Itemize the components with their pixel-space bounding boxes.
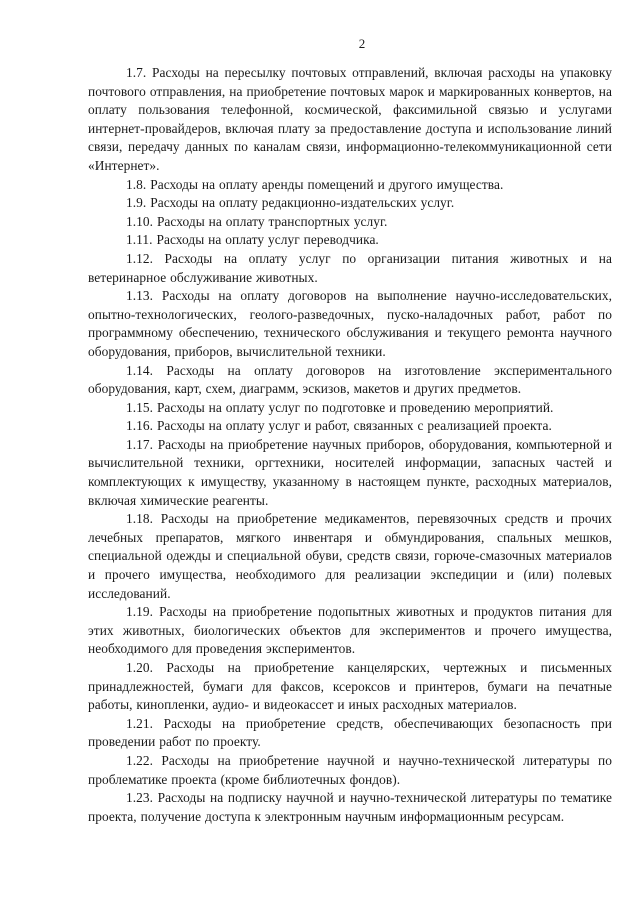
paragraph-number: 1.21.	[126, 715, 154, 731]
paragraph-text: Расходы на оплату услуг переводчика.	[156, 232, 379, 248]
paragraph-1-23	[88, 789, 612, 826]
paragraph-text: Расходы на оплату услуг по подготовке и проведению мероприятий.	[156, 399, 554, 415]
paragraph-1-14	[88, 362, 612, 399]
paragraph-text: Расходы на приобретение медикаментов, перевязочных средств и прочих лечебных препаратов, мягкого инвентаря и обмундирования, спальных мешков, специальной одежды и специальной обуви, средств связи, горюче-смазочных материалов и прочего имущества, необходимого для реализации экспедиции и (или) полевых исследований.	[88, 511, 613, 601]
paragraph-text: Расходы на приобретение научных приборов, оборудования, компьютерной и вычислительной техники, оргтехники, носителей информации, запасных частей и комплектующих к имуществу, указанному в настоящем пункте, расходных материалов, включая химические реагенты.	[88, 436, 612, 508]
paragraph-1-17	[88, 436, 612, 510]
paragraph-1-10	[88, 213, 612, 232]
paragraph-text: Расходы на оплату транспортных услуг.	[156, 213, 388, 229]
paragraph-number: 1.12.	[126, 250, 154, 266]
paragraph-1-19	[88, 603, 612, 659]
paragraph-text: Расходы на оплату редакционно-издательских услуг.	[150, 195, 455, 211]
paragraph-1-9	[88, 194, 612, 213]
paragraph-text: Расходы на приобретение средств, обеспечивающих безопасность при проведении работ по проекту.	[88, 715, 612, 750]
paragraph-text: Расходы на приобретение научной и научно-технической литературы по проблематике проекта (кроме библиотечных фондов).	[88, 752, 612, 787]
paragraph-number: 1.14.	[126, 362, 154, 378]
paragraph-text: Расходы на пересылку почтовых отправлений, включая расходы на упаковку почтового отправления, на приобретение почтовых марок и маркированных конвертов, на оплату пользования телефонной, космической, факсимильной связью и услугами интернет-провайдеров, включая плату за предоставление доступа и использование линий связи, передачу данных по каналам связи, информационно-телекоммуникационной сети «Интернет».	[88, 65, 612, 173]
paragraph-1-13	[88, 287, 612, 361]
paragraph-number: 1.11.	[126, 232, 153, 248]
paragraph-text: Расходы на приобретение подопытных животных и продуктов питания для этих животных, биологических объектов для экспериментов и прочего имущества, необходимого для проведения экспериментов.	[88, 604, 612, 657]
paragraph-1-11	[88, 231, 612, 250]
paragraph-1-22	[88, 752, 612, 789]
paragraph-number: 1.15.	[126, 399, 154, 415]
paragraph-number: 1.16.	[126, 418, 154, 434]
paragraph-text: Расходы на оплату договоров на выполнение научно-исследовательских, опытно-технологических, геолого-разведочных, пуско-наладочных работ, работ по программному обеспечению, технического обслуживания и текущего ремонта научного оборудования, приборов, вычислительной техники.	[88, 288, 613, 359]
paragraph-1-21	[88, 715, 612, 752]
paragraph-number: 1.10.	[126, 213, 154, 229]
paragraph-1-12	[88, 250, 612, 287]
paragraph-number: 1.18.	[126, 511, 154, 527]
paragraph-text: Расходы на оплату услуг по организации питания животных и на ветеринарное обслуживание животных.	[88, 250, 612, 285]
paragraph-1-18	[88, 510, 612, 603]
paragraph-text: Расходы на приобретение канцелярских, чертежных и письменных принадлежностей, бумаги для факсов, ксероксов и принтеров, бумаги на печатные работы, кинопленки, аудио- и видеокассет и иных расходных материалов.	[88, 660, 612, 713]
paragraph-number: 1.22.	[126, 752, 154, 768]
paragraph-number: 1.13.	[126, 288, 154, 304]
paragraph-number: 1.7.	[126, 65, 147, 80]
paragraph-number: 1.17.	[126, 436, 154, 452]
page-number: 2	[358, 36, 366, 51]
paragraph-1-7	[88, 64, 612, 176]
paragraph-text: Расходы на подписку научной и научно-технической литературы по тематике проекта, получение доступа к электронным научным информационным ресурсам.	[88, 790, 613, 824]
document-body	[88, 64, 612, 826]
paragraph-text: Расходы на оплату услуг и работ, связанных с реализацией проекта.	[156, 418, 552, 434]
paragraph-number: 1.20.	[126, 660, 154, 675]
paragraph-1-8	[88, 176, 612, 195]
paragraph-number: 1.19.	[126, 604, 154, 620]
paragraph-1-15	[88, 399, 612, 418]
paragraph-number: 1.23.	[126, 790, 154, 806]
paragraph-text: Расходы на оплату договоров на изготовление экспериментального оборудования, карт, схем, диаграмм, эскизов, макетов и других предметов.	[88, 362, 612, 397]
paragraph-1-20	[88, 659, 612, 715]
paragraph-text: Расходы на оплату аренды помещений и другого имущества.	[150, 176, 504, 192]
paragraph-number: 1.8.	[126, 176, 147, 192]
paragraph-1-16	[88, 417, 612, 436]
paragraph-number: 1.9.	[126, 195, 147, 211]
